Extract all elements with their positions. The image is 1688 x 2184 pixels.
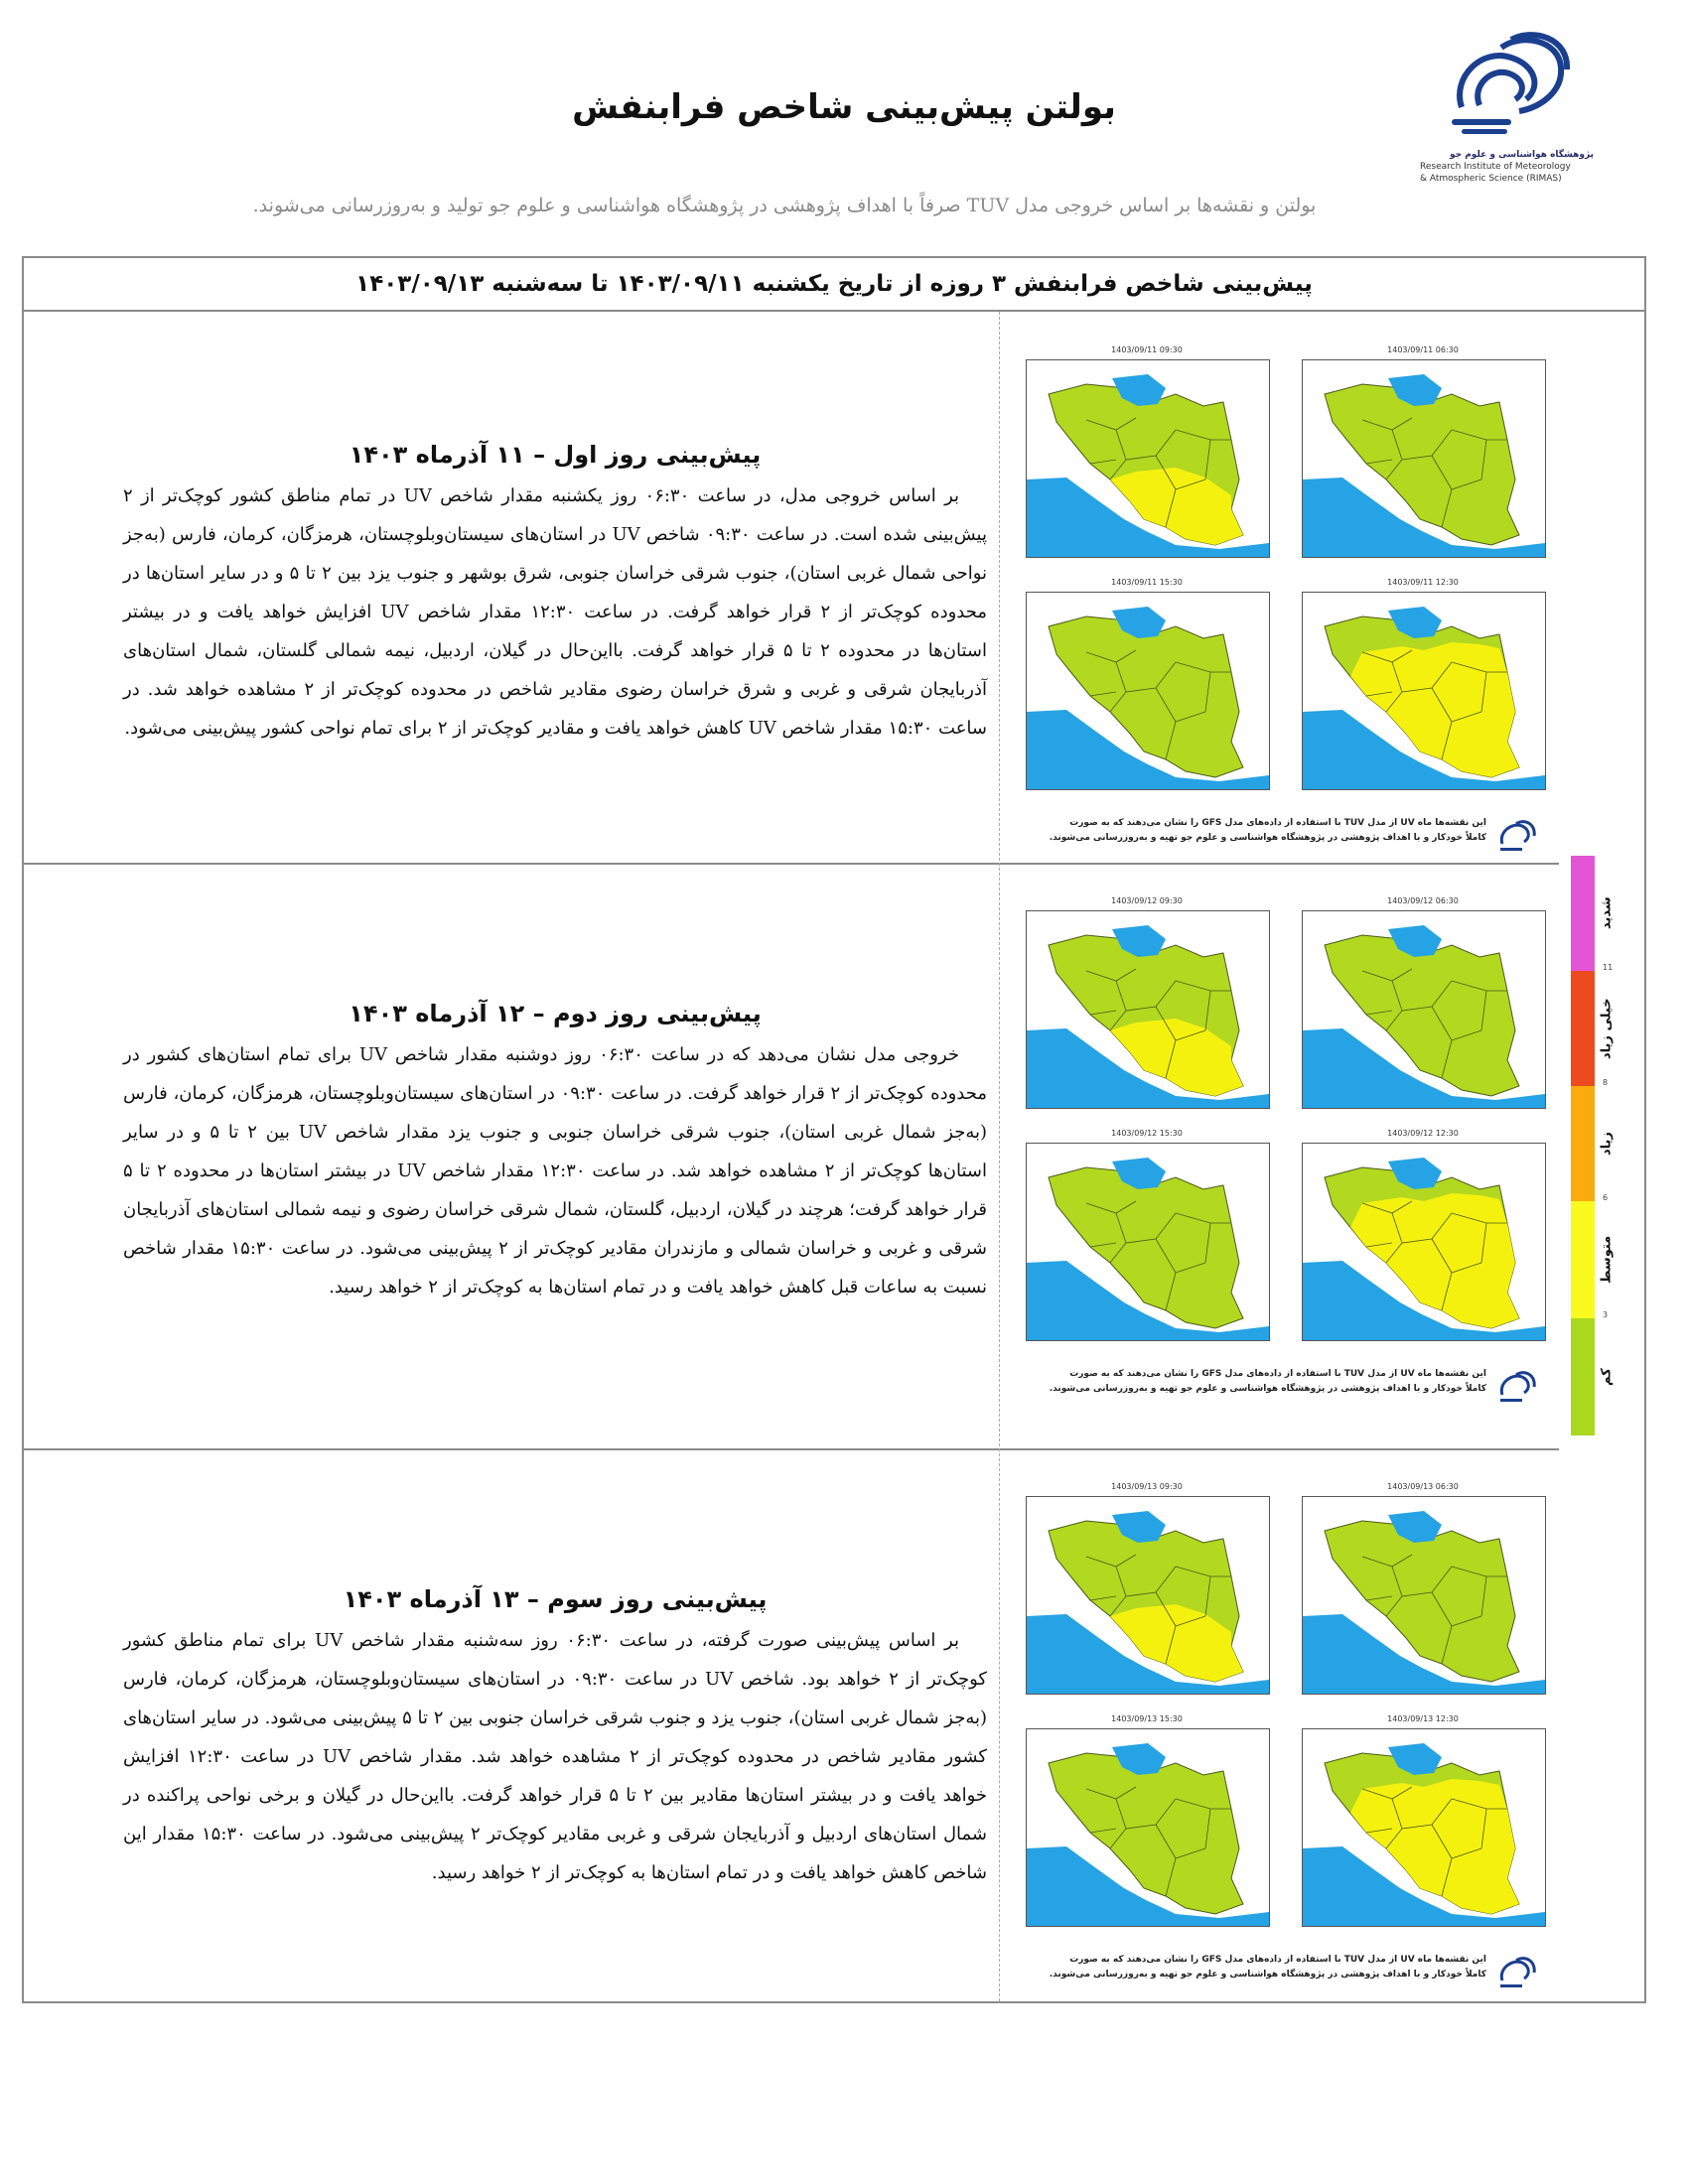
- day-1-section: [24, 312, 1559, 865]
- map-footer-line-1: این نقشه‌ها ماه UV از مدل TUV با استفاده از داده‌های مدل GFS را نشان می‌دهند که به صورت: [1069, 1369, 1486, 1379]
- day-2-map-0630: [1286, 898, 1547, 1125]
- map-canvas: [1302, 1728, 1546, 1927]
- day-3-section: [24, 1448, 1559, 2001]
- day-1-map-footer: [1040, 814, 1546, 858]
- day-3-map-panel: [999, 1448, 1558, 2001]
- day-1-body: بر اساس خروجی مدل، در ساعت ۰۶:۳۰ روز یکشنبه مقدار شاخص UV در تمام مناطق کشور کوچک‌تر از ۲ پیش‌بینی شده است. در ساعت ۰۹:۳۰ شاخص UV در استان‌های سیستان‌وبلوچستان، هرمزگان، کرمان، فارس (به‌جز نواحی شمال غربی استان)، جنوب شرقی خراسان جنوبی، شرق بوشهر و جنوب یزد بین ۲ تا ۵ و در سایر استان‌ها در محدوده کوچک‌تر از ۲ قرار خواهد گرفت. در ساعت ۱۲:۳۰ مقدار شاخص UV افزایش خواهد یافت و در بیشتر استان‌ها در محدوده ۲ تا ۵ قرار خواهد گرفت. بااین‌حال در گیلان، اردبیل، نیمه شمالی گلستان، شمال استان‌های آذربایجان شرقی و غربی و شرق خراسان رضوی مقادیر شاخص در محدوده کوچک‌تر از ۲ مشاهده خواهد شد. در ساعت ۱۵:۳۰ مقدار شاخص UV کاهش خواهد یافت و مقادیر کوچک‌تر از ۲ برای تمام نواحی کشور پیش‌بینی می‌شود.: [123, 485, 988, 739]
- day-1-title: پیش‌بینی روز اول – ۱۱ آذرماه ۱۴۰۳: [349, 441, 762, 469]
- legend-swatch-very-high: [1571, 971, 1595, 1086]
- day-3-map-1530: [1010, 1716, 1271, 1943]
- legend-tick-3: 3: [1603, 1310, 1609, 1319]
- legend-label-moderate: متوسط: [1599, 1235, 1615, 1285]
- map-footer-line-2: کاملاً خودکار و با اهداف پژوهشی در پژوهشگاه هواشناسی و علوم جو تهیه و به‌روزرسانی می‌شوند.: [1049, 1970, 1486, 1979]
- uv-legend: [1571, 856, 1617, 1435]
- institute-logo-icon: [1442, 28, 1571, 145]
- logo-caption-en-1: Research Institute of Meteorology: [1420, 162, 1571, 172]
- day-2-title: پیش‌بینی روز دوم – ۱۲ آذرماه ۱۴۰۳: [349, 1000, 762, 1027]
- disclaimer-text: بولتن و نقشه‌ها بر اساس خروجی مدل TUV صرفاً با اهداف پژوهشی در پژوهشگاه هواشناسی و علوم جو تولید و به‌روزرسانی می‌شوند.: [252, 195, 1317, 216]
- day-1-map-1530: [1010, 580, 1271, 806]
- day-3-map-0630: [1286, 1484, 1547, 1710]
- legend-label-high: زیاد: [1599, 1132, 1615, 1156]
- map-footer-logo-icon: [1496, 1955, 1536, 1990]
- map-timestamp: 1403/09/13 15:30: [1111, 1714, 1183, 1723]
- map-timestamp: 1403/09/12 09:30: [1111, 896, 1183, 905]
- map-canvas: [1302, 359, 1546, 558]
- day-3-title: پیش‌بینی روز سوم – ۱۳ آذرماه ۱۴۰۳: [343, 1585, 768, 1613]
- bulletin-title: بولتن پیش‌بینی شاخص فرابنفش: [572, 87, 1116, 127]
- legend-tick-6: 6: [1603, 1193, 1609, 1202]
- map-footer-line-2: کاملاً خودکار و با اهداف پژوهشی در پژوهشگاه هواشناسی و علوم جو تهیه و به‌روزرسانی می‌شوند.: [1049, 1384, 1486, 1394]
- map-timestamp: 1403/09/12 12:30: [1387, 1129, 1459, 1138]
- forecast-period-header: پیش‌بینی شاخص فرابنفش ۳ روزه از تاریخ یکشنبه ۱۴۰۳/۰۹/۱۱ تا سه‌شنبه ۱۴۰۳/۰۹/۱۳: [24, 258, 1644, 312]
- day-2-map-1530: [1010, 1131, 1271, 1357]
- legend-swatch-low: [1571, 1318, 1595, 1435]
- day-2-map-0930: [1010, 898, 1271, 1125]
- forecast-table: [22, 256, 1646, 2003]
- map-footer-line-1: این نقشه‌ها ماه UV از مدل TUV با استفاده از داده‌های مدل GFS را نشان می‌دهند که به صورت: [1069, 1955, 1486, 1965]
- map-canvas: [1026, 1728, 1270, 1927]
- map-canvas: [1026, 910, 1270, 1109]
- day-3-map-1230: [1286, 1716, 1547, 1943]
- day-3-map-0930: [1010, 1484, 1271, 1710]
- map-footer-logo-icon: [1496, 1369, 1536, 1405]
- day-3-map-footer: [1040, 1951, 1546, 1994]
- legend-label-very-high: خیلی زیاد: [1599, 998, 1615, 1059]
- map-timestamp: 1403/09/13 09:30: [1111, 1482, 1183, 1491]
- map-timestamp: 1403/09/12 06:30: [1387, 896, 1459, 905]
- map-footer-line-2: کاملاً خودکار و با اهداف پژوهشی در پژوهشگاه هواشناسی و علوم جو تهیه و به‌روزرسانی می‌شوند.: [1049, 833, 1486, 843]
- legend-swatch-high: [1571, 1086, 1595, 1201]
- legend-tick-11: 11: [1603, 963, 1614, 972]
- map-canvas: [1302, 1143, 1546, 1341]
- legend-tick-8: 8: [1603, 1078, 1609, 1087]
- legend-swatch-extreme: [1571, 856, 1595, 971]
- day-2-section: [24, 863, 1559, 1450]
- map-canvas: [1026, 592, 1270, 790]
- map-canvas: [1302, 592, 1546, 790]
- institute-logo: [1420, 28, 1599, 197]
- map-footer-logo-icon: [1496, 818, 1536, 854]
- map-timestamp: 1403/09/12 15:30: [1111, 1129, 1183, 1138]
- map-canvas: [1026, 1143, 1270, 1341]
- legend-label-extreme: شدید: [1599, 896, 1615, 930]
- day-3-body: بر اساس پیش‌بینی صورت گرفته، در ساعت ۰۶:۳۰ روز سه‌شنبه مقدار شاخص UV برای تمام مناطق کشور کوچک‌تر از ۲ خواهد بود. شاخص UV در ساعت ۰۹:۳۰ در استان‌های سیستان‌وبلوچستان، هرمزگان، کرمان، فارس (به‌جز شمال غربی استان)، جنوب یزد و جنوب شرقی خراسان جنوبی بین ۲ تا ۵ پیش‌بینی می‌شود. در سایر استان‌های کشور مقادیر شاخص در محدوده کوچک‌تر از ۲ مشاهده خواهد شد. مقدار شاخص UV در ساعت ۱۲:۳۰ افزایش خواهد یافت و در بیشتر استان‌ها مقادیر بین ۲ تا ۵ قرار خواهد گرفت. بااین‌حال در گیلان و برخی نواحی پراکنده در شمال استان‌های اردبیل و آذربایجان شرقی و غربی مقادیر کوچک‌تر ۲ پیش‌بینی می‌شود. در ساعت ۱۵:۳۰ مقدار این شاخص کاهش خواهد یافت و در تمام استان‌ها به کوچک‌تر از ۲ خواهد رسید.: [122, 1630, 988, 1883]
- logo-caption-en-2: & Atmospheric Science (RIMAS): [1420, 174, 1562, 184]
- map-timestamp: 1403/09/13 06:30: [1387, 1482, 1459, 1491]
- map-timestamp: 1403/09/11 12:30: [1387, 578, 1459, 587]
- map-timestamp: 1403/09/11 09:30: [1111, 345, 1183, 354]
- day-1-map-panel: [999, 312, 1558, 861]
- map-timestamp: 1403/09/13 12:30: [1387, 1714, 1459, 1723]
- map-footer-line-1: این نقشه‌ها ماه UV از مدل TUV با استفاده از داده‌های مدل GFS را نشان می‌دهند که به صورت: [1069, 818, 1486, 828]
- day-1-map-0630: [1286, 347, 1547, 574]
- day-2-body: خروجی مدل نشان می‌دهد که در ساعت ۰۶:۳۰ روز دوشنبه مقدار شاخص UV برای تمام استان‌های کشور در محدوده کوچک‌تر از ۲ قرار خواهد گرفت. در ساعت ۰۹:۳۰ در استان‌های سیستان‌وبلوچستان، هرمزگان، کرمان، فارس (به‌جز شمال غربی استان)، جنوب شرقی خراسان جنوبی و جنوب یزد مقدار شاخص UV بین ۲ تا ۵ و در سایر استان‌ها کوچک‌تر از ۲ مشاهده خواهد شد. در ساعت ۱۲:۳۰ مقدار شاخص UV در بیشتر استان‌ها در محدوده ۲ تا ۵ قرار خواهد گرفت؛ هرچند در گیلان، اردبیل، گلستان، شمال شرقی خراسان رضوی و نیمه شمالی استان‌های آذربایجان شرقی و غربی و خراسان شمالی و مازندران مقادیر کوچک‌تر از ۲ پیش‌بینی می‌شود. در ساعت ۱۵:۳۰ مقدار شاخص نسبت به ساعات قبل کاهش خواهد یافت و در تمام استان‌ها به کوچک‌تر از ۲ خواهد رسید.: [123, 1044, 988, 1297]
- day-2-map-panel: [999, 863, 1558, 1446]
- day-1-map-1230: [1286, 580, 1547, 806]
- legend-label-low: کم: [1599, 1368, 1615, 1386]
- map-canvas: [1302, 1496, 1546, 1695]
- day-2-map-1230: [1286, 1131, 1547, 1357]
- day-2-map-footer: [1040, 1365, 1546, 1409]
- map-canvas: [1026, 1496, 1270, 1695]
- map-timestamp: 1403/09/11 06:30: [1387, 345, 1459, 354]
- map-canvas: [1026, 359, 1270, 558]
- day-1-map-0930: [1010, 347, 1271, 574]
- logo-caption-fa: پژوهشگاه هواشناسی و علوم جو: [1449, 150, 1594, 160]
- map-timestamp: 1403/09/11 15:30: [1111, 578, 1183, 587]
- map-canvas: [1302, 910, 1546, 1109]
- legend-swatch-moderate: [1571, 1201, 1595, 1318]
